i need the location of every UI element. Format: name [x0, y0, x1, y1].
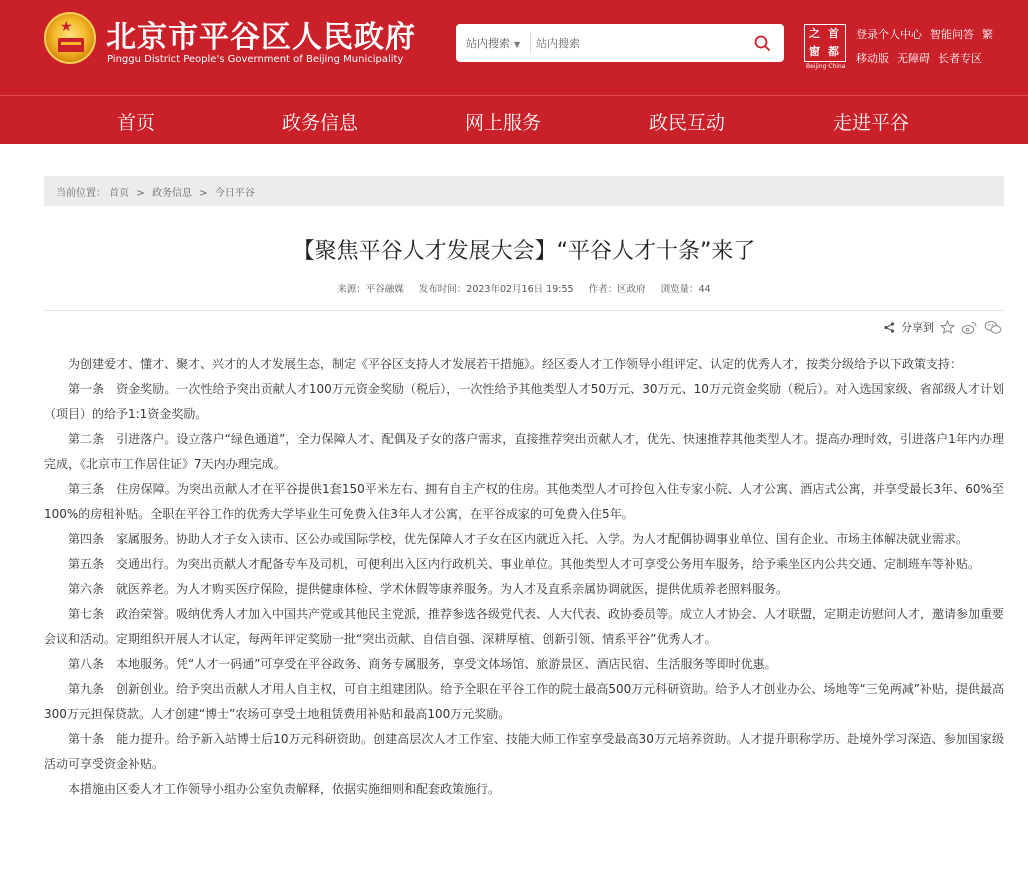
accessibility-link[interactable]: 无障碍: [897, 52, 930, 65]
paragraph: 第八条 本地服务。凭“人才一码通”可享受在平谷政务、商务专属服务，享受文体场馆、旅游景区、酒店民宿、生活服务等即时优惠。: [68, 657, 777, 671]
site-subtitle: Pinggu District People's Government of Beijing Municipality: [107, 54, 404, 65]
paragraph: 第七条 政治荣誉。吸纳优秀人才加入中国共产党或其他民主党派，推荐参选各级党代表、人大代表、政协委员等。成立人才协会、人才联盟，定期走访慰问人才，邀请参加重要会议和活动。定期组织开展人才认定，每两年评定奖励一批“突出贡献、自信自强、深耕厚植、创新引领、情系平谷”优秀人才。: [44, 607, 1005, 646]
breadcrumb-item[interactable]: 首页: [109, 188, 130, 199]
nav-item-about-pinggu[interactable]: 走进平谷: [832, 112, 909, 134]
login-link[interactable]: 登录个人中心: [856, 28, 922, 41]
wechat-icon[interactable]: [984, 320, 1002, 335]
mobile-version-link[interactable]: 移动版: [856, 52, 889, 65]
chevron-down-icon: ▼: [514, 40, 521, 49]
paragraph: 第五条 交通出行。为突出贡献人才配备专车及司机，可便利出入区内行政机关、事业单位。其他类型人才可享受公务用车服务，给予乘坐区内公共交通、定制班车等补贴。: [68, 557, 981, 571]
paragraph: 第一条 资金奖励。一次性给予突出贡献人才100万元资金奖励（税后），一次性给予其他类型人才50万元、30万元、10万元资金奖励（税后）。对入选国家级、省部级人才计划（项目）的给予1:1资金奖励。: [44, 382, 1004, 421]
nav-item-gov-info[interactable]: 政务信息: [281, 112, 358, 134]
site-title[interactable]: 北京市平谷区人民政府: [106, 20, 416, 55]
meta-author: 作者：区政府: [588, 284, 646, 295]
nav-item-interaction[interactable]: 政民互动: [648, 112, 725, 134]
article-meta: [44, 281, 1004, 295]
search-input[interactable]: [536, 32, 736, 54]
breadcrumb-separator: >: [199, 188, 208, 199]
article-content: [44, 352, 1004, 802]
meta-views: 浏览量：44: [660, 284, 711, 295]
elderly-zone-link[interactable]: 长者专区: [938, 52, 982, 65]
paragraph: 第四条 家属服务。协助人才子女入读市、区公办或国际学校，优先保障人才子女在区内就近入托、入学。为人才配偶协调事业单位、国有企业、市场主体解决就业需求。: [68, 532, 969, 546]
share-bar: [884, 319, 1002, 335]
smart-qa-link[interactable]: 智能问答: [930, 28, 974, 41]
search-divider: [530, 32, 531, 54]
divider: [44, 310, 1004, 311]
nav-item-online-service[interactable]: 网上服务: [464, 112, 541, 134]
share-label: 分享到: [901, 321, 934, 334]
breadcrumb-separator: >: [136, 188, 145, 199]
paragraph: 第九条 创新创业。给予突出贡献人才用人自主权，可自主组建团队。给予全职在平谷工作的院士最高500万元科研资助。给予人才创业办公、场地等“三免两减”补贴，提供最高300万元担保贷款。人才创建“博士”农场可享受土地租赁费用补贴和最高100万元奖励。: [44, 682, 1004, 721]
paragraph: 第二条 引进落户。设立落户“绿色通道”，全力保障人才、配偶及子女的落户需求，直接推荐突出贡献人才，优先、快速推荐其他类型人才。提高办理时效，引进落户1年内办理完成，《北京市工作居住证》7天内办理完成。: [44, 432, 1004, 471]
meta-date: 发布时间：2023年02月16日 19:55: [418, 284, 574, 295]
breadcrumb-item[interactable]: 今日平谷: [214, 188, 255, 199]
traditional-chinese-link[interactable]: 繁: [982, 28, 993, 41]
paragraph: 为创建爱才、懂才、聚才、兴才的人才发展生态，制定《平谷区支持人才发展若干措施》。经区委人才工作领导小组评定、认定的优秀人才，按类分级给予以下政策支持：: [68, 357, 963, 371]
paragraph: 本措施由区委人才工作领导小组办公室负责解释，依据实施细则和配套政策施行。: [68, 782, 501, 796]
paragraph: 第三条 住房保障。为突出贡献人才在平谷提供1套150平米左右、拥有自主产权的住房。其他类型人才可拎包入住专家小院、人才公寓、酒店式公寓，并享受最长3年、60%至100%的房租补贴。全职在平谷工作的优秀大学毕业生可免费入住3年人才公寓，在平谷成家的可免费入住5年。: [44, 482, 1004, 521]
share-icon: [884, 322, 895, 333]
favorite-star-icon[interactable]: [940, 320, 955, 335]
site-header: [0, 0, 1028, 95]
nav-item-home[interactable]: 首页: [116, 112, 155, 134]
breadcrumb: [44, 176, 1004, 206]
meta-source: 来源：平谷融媒: [337, 284, 404, 295]
breadcrumb-label: 当前位置：: [56, 188, 106, 199]
article-title: 【聚焦平谷人才发展大会】“平谷人才十条”来了: [292, 239, 756, 264]
search-box: [456, 24, 784, 62]
search-scope-select[interactable]: 站内搜索 ▼: [466, 37, 521, 50]
weibo-icon[interactable]: [961, 320, 978, 335]
capital-window-logo[interactable]: 之 首 窗 都 Beijing·China: [804, 24, 848, 72]
national-emblem-icon[interactable]: ★: [44, 12, 96, 64]
breadcrumb-item[interactable]: 政务信息: [151, 188, 192, 199]
top-links: [856, 26, 1024, 74]
paragraph: 第六条 就医养老。为人才购买医疗保险，提供健康体检、学术休假等康养服务。为人才及直系亲属协调就医，提供优质养老照料服务。: [68, 582, 789, 596]
search-icon[interactable]: [753, 34, 771, 52]
paragraph: 第十条 能力提升。给予新入站博士后10万元科研资助。创建高层次人才工作室、技能大师工作室享受最高30万元培养资助。人才提升职称学历、赴境外学习深造、参加国家级活动可享受资金补贴。: [44, 732, 1004, 771]
main-nav: [0, 95, 1028, 144]
